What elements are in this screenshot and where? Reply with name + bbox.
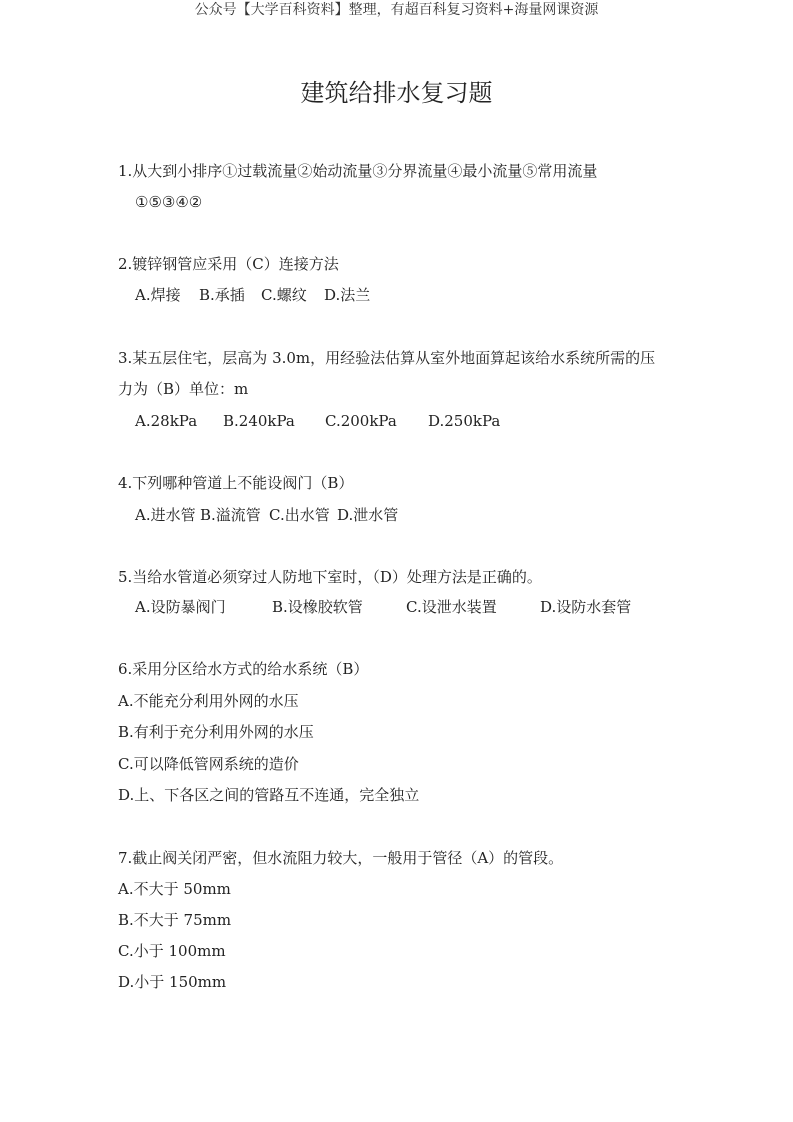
page-header: 公众号【大学百科资料】整理，有超百科复习资料+海量网课资源 [194, 2, 599, 18]
question-1: 1.从大到小排序①过载流量②始动流量③分界流量④最小流量⑤常用流量 [118, 162, 598, 180]
option-b: B.承插 [199, 286, 245, 304]
option-c: C.小于 100mm [118, 942, 226, 960]
option-d: D.泄水管 [337, 506, 399, 524]
option-a: A.28kPa [135, 412, 198, 430]
question-7: 7.截止阀关闭严密，但水流阻力较大，一般用于管径（A）的管段。 [118, 849, 564, 867]
option-b: B.不大于 75mm [118, 911, 232, 929]
option-a: A.设防暴阀门 [135, 598, 226, 616]
option-a: A.进水管 [135, 506, 196, 524]
question-4: 4.下列哪种管道上不能设阀门（B） [118, 474, 354, 492]
option-c: C.200kPa [325, 412, 397, 430]
question-3-line-1: 3.某五层住宅，层高为 3.0m，用经验法估算从室外地面算起该给水系统所需的压 [118, 349, 656, 367]
option-a: A.不能充分利用外网的水压 [118, 692, 299, 710]
option-a: A.焊接 [135, 286, 181, 304]
option-b: B.溢流管 [200, 506, 261, 524]
option-c: C.出水管 [269, 506, 330, 524]
option-d: D.小于 150mm [118, 973, 227, 991]
question-3-line-2: 力为（B）单位：m [118, 380, 249, 398]
question-5: 5.当给水管道必须穿过人防地下室时，（D）处理方法是正确的。 [118, 568, 542, 586]
option-b: B.240kPa [223, 412, 295, 430]
question-1-answer: ①⑤③④② [135, 193, 203, 211]
question-6: 6.采用分区给水方式的给水系统（B） [118, 660, 369, 678]
option-d: D.法兰 [324, 286, 371, 304]
option-c: C.螺纹 [261, 286, 307, 304]
option-b: B.有利于充分利用外网的水压 [118, 723, 314, 741]
option-d: D.设防水套管 [540, 598, 632, 616]
option-d: D.250kPa [428, 412, 501, 430]
option-d: D.上、下各区之间的管路互不连通，完全独立 [118, 786, 420, 804]
option-c: C.设泄水装置 [406, 598, 497, 616]
option-c: C.可以降低管网系统的造价 [118, 755, 299, 773]
page-title: 建筑给排水复习题 [300, 79, 493, 107]
option-b: B.设橡胶软管 [272, 598, 363, 616]
question-2: 2.镀锌钢管应采用（C）连接方法 [118, 255, 339, 273]
option-a: A.不大于 50mm [118, 880, 231, 898]
